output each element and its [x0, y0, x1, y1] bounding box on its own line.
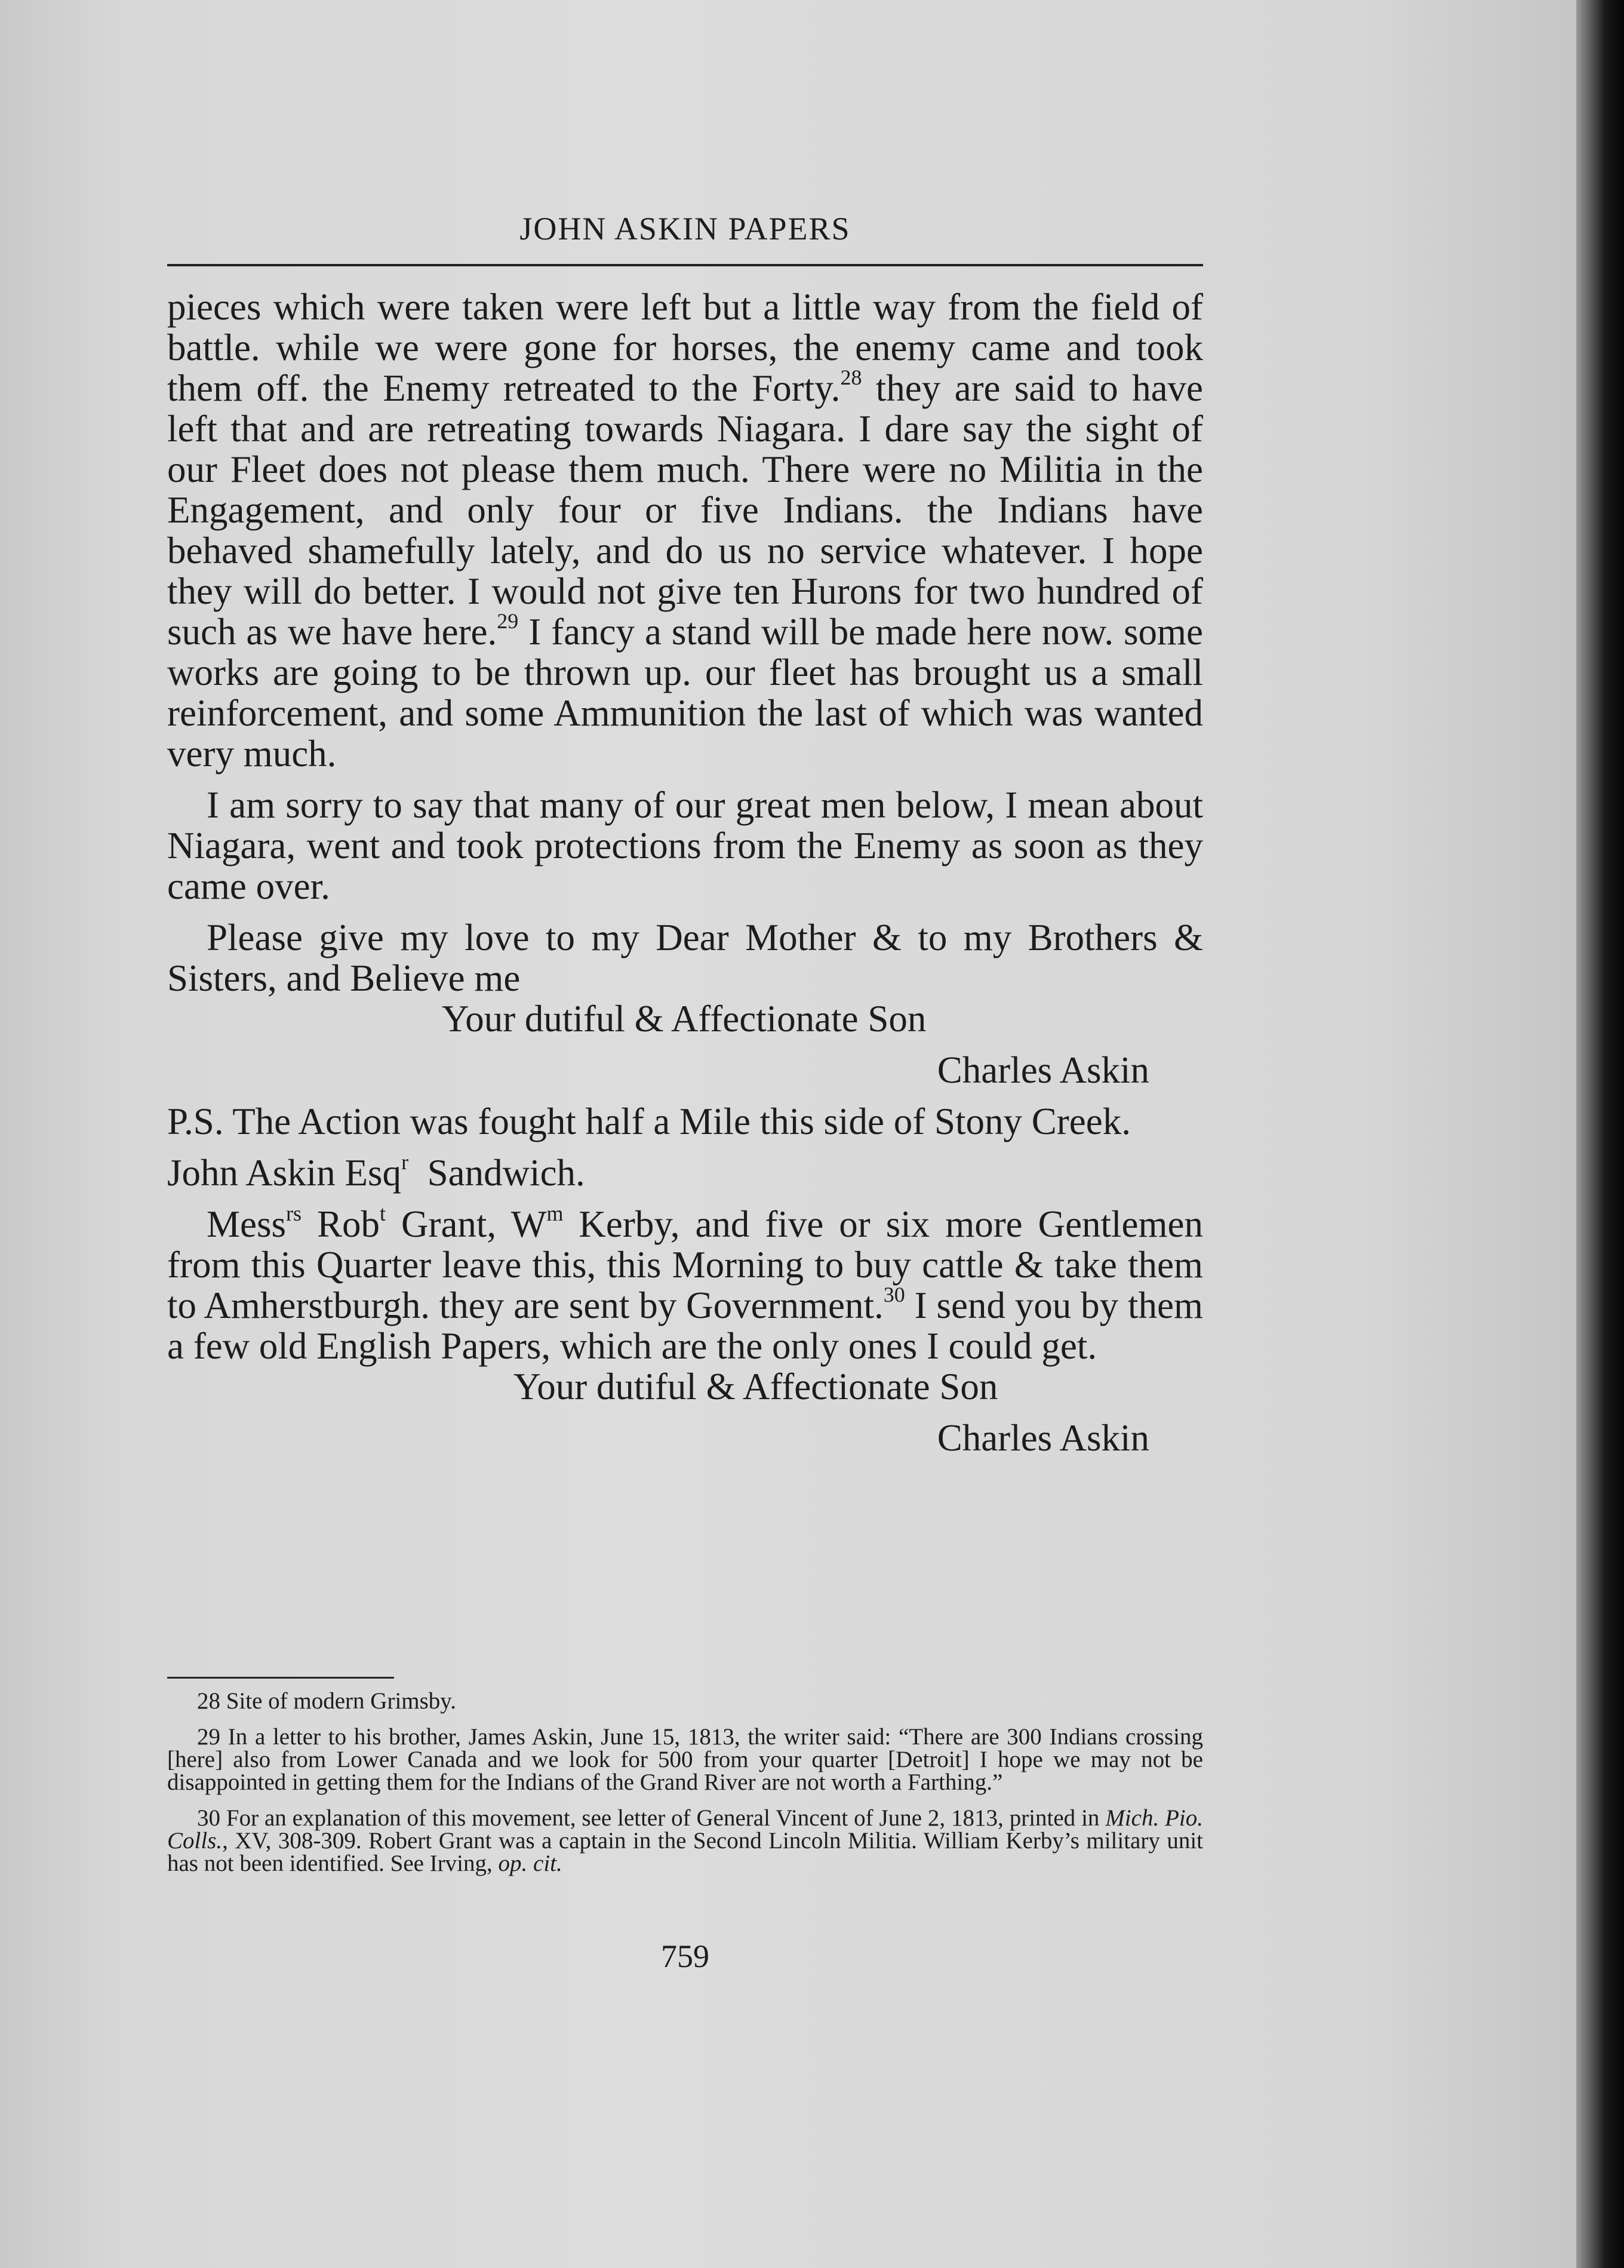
- footnotes: [167, 1690, 1203, 1888]
- header-rule: [167, 264, 1203, 266]
- p4-rest: Kerby, and five or six more Gentlemen from this Quarter leave this, this Morning to buy cattle & take them to Amherstburgh. they are sent by Government.: [167, 1203, 1203, 1326]
- p4-grant: Grant, W: [386, 1203, 547, 1245]
- page-number: 759: [661, 1938, 709, 1974]
- p4-w-sup: m: [546, 1201, 564, 1225]
- footnote-rule: [167, 1677, 394, 1679]
- footnote-ref-28[interactable]: 28: [840, 365, 862, 389]
- closing-1: Your dutiful & Affectionate Son: [442, 998, 927, 1040]
- p1-text-a: pieces which were taken were left but a little way from the field of battle. while we were gone for horses, the enemy came and took them off. the Enemy retreated to the Forty.: [167, 286, 1203, 409]
- address-name: John Askin Esq: [167, 1152, 402, 1194]
- letter-body: [167, 287, 1203, 1458]
- running-head: JOHN ASKIN PAPERS: [519, 211, 851, 247]
- address-place: Sandwich.: [427, 1152, 585, 1194]
- fn30-text-b: , XV, 308-309. Robert Grant was a captain in the Second Lincoln Militia. William Kerby’s military unit has not been identified. See Irving,: [167, 1828, 1203, 1876]
- p4-mess: Mess: [207, 1203, 287, 1245]
- paragraph-2: I am sorry to say that many of our great men below, I mean about Niagara, went and took protections from the Enemy as soon as they came over.: [167, 784, 1203, 907]
- paragraph-1: [167, 287, 1203, 774]
- postscript: P.S. The Action was fought half a Mile this side of Stony Creek.: [167, 1101, 1131, 1142]
- p1-text-b: they are said to have left that and are retreating towards Niagara. I dare say the sight of our Fleet does not please them much. There were no Militia in the Engagement, and only four or five Indians. the Indians have behaved shamefully lately, and do us no service whatever. I hope they will do better. I would not give ten Hurons for two hundred of such as we have here.: [167, 367, 1204, 653]
- p4-mess-sup: rs: [286, 1201, 302, 1225]
- signature-1: Charles Askin: [937, 1049, 1149, 1091]
- footnote-30: [167, 1807, 1203, 1875]
- address-line: [167, 1150, 1203, 1194]
- p4-rob-sup: t: [380, 1201, 386, 1225]
- p1-text-c: I fancy a stand will be made here now. some works are going to be thrown up. our fleet has brought us a small reinforcement, and some Ammunition the last of which was wanted very much.: [167, 611, 1203, 775]
- paragraph-3: Please give my love to my Dear Mother & to my Brothers & Sisters, and Believe me: [167, 917, 1203, 999]
- address-name-sup: r: [401, 1150, 409, 1174]
- signature-2: Charles Askin: [937, 1417, 1149, 1459]
- footnote-28: 28 Site of modern Grimsby.: [197, 1688, 457, 1714]
- p4-tail: I send you by them a few old English Papers, which are the only ones I could get.: [167, 1284, 1203, 1367]
- fn30-citation: Mich. Pio. Colls.: [167, 1805, 1204, 1854]
- footnote-29: 29 In a letter to his brother, James Askin, June 15, 1813, the writer said: “There are 300 Indians crossing [here] also from Lower Canada and we look for 500 from your quarter [Detroit] I hope we may not be disappointed in getting them for the Indians of the Grand River are not worth a Farthing.”: [167, 1724, 1203, 1795]
- fn30-op-cit: op. cit.: [498, 1851, 562, 1876]
- fn30-text-a: 30 For an explanation of this movement, see letter of General Vincent of June 2, 1813, printed in: [197, 1805, 1106, 1831]
- p4-rob: Rob: [316, 1203, 380, 1245]
- footnote-ref-29[interactable]: 29: [497, 609, 519, 633]
- scan-edge-shadow: [1576, 0, 1624, 2268]
- closing-2: Your dutiful & Affectionate Son: [513, 1366, 998, 1407]
- paragraph-4: [167, 1201, 1203, 1367]
- footnote-ref-30[interactable]: 30: [883, 1283, 905, 1307]
